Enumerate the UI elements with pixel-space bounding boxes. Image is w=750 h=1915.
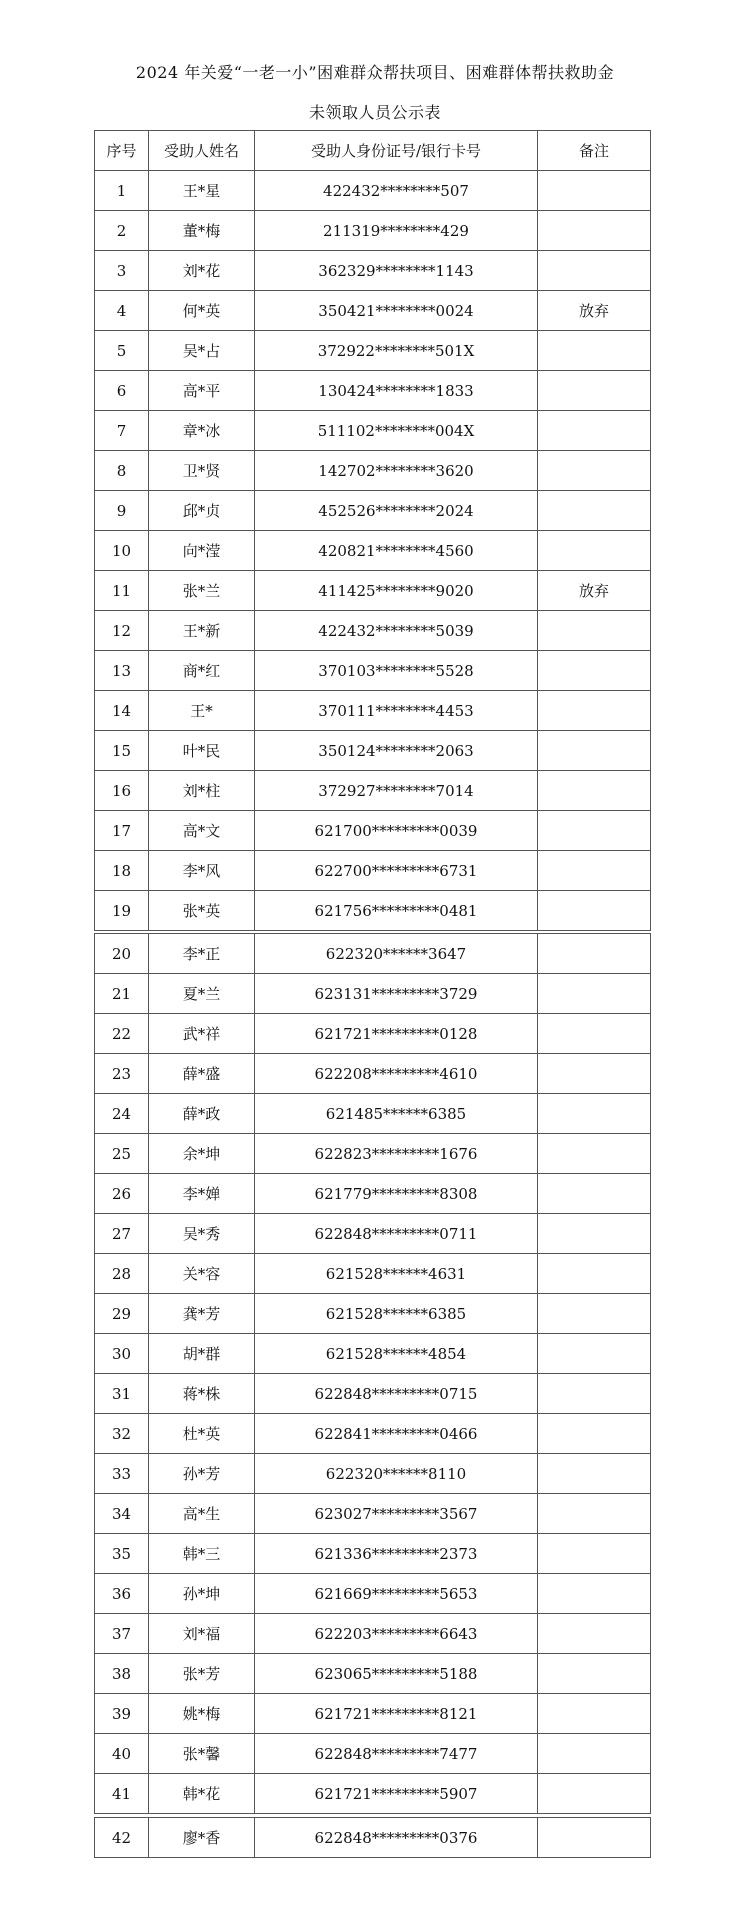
cell-id-number: 623131*********3729 [255,974,538,1014]
cell-id-number: 511102********004X [255,411,538,451]
cell-remarks [538,611,651,651]
cell-recipient-name: 张*馨 [149,1734,255,1774]
cell-remarks [538,851,651,891]
table-row [95,1534,651,1574]
cell-serial-no: 33 [95,1454,149,1494]
cell-remarks [538,1294,651,1334]
cell-id-number: 370103********5528 [255,651,538,691]
cell-serial-no: 16 [95,771,149,811]
cell-recipient-name: 夏*兰 [149,974,255,1014]
table-row [95,1818,651,1858]
cell-serial-no: 4 [95,291,149,331]
table-row [95,1694,651,1734]
table-row [95,171,651,211]
cell-recipient-name: 张*芳 [149,1654,255,1694]
cell-remarks: 放弃 [538,571,651,611]
cell-remarks [538,211,651,251]
cell-id-number: 623065*********5188 [255,1654,538,1694]
table-row [95,1094,651,1134]
cell-serial-no: 17 [95,811,149,851]
cell-id-number: 142702********3620 [255,451,538,491]
header-recipient-name: 受助人姓名 [149,131,255,171]
cell-id-number: 621336*********2373 [255,1534,538,1574]
table-row [95,331,651,371]
table-row [95,211,651,251]
table-row [95,974,651,1014]
cell-recipient-name: 吴*占 [149,331,255,371]
cell-id-number: 372927********7014 [255,771,538,811]
cell-serial-no: 7 [95,411,149,451]
cell-recipient-name: 孙*坤 [149,1574,255,1614]
table-row [95,1334,651,1374]
table-row [95,611,651,651]
cell-id-number: 622700*********6731 [255,851,538,891]
cell-remarks [538,1054,651,1094]
cell-remarks [538,1174,651,1214]
cell-recipient-name: 高*平 [149,371,255,411]
table-row [95,1134,651,1174]
cell-id-number: 422432********5039 [255,611,538,651]
cell-serial-no: 30 [95,1334,149,1374]
cell-id-number: 452526********2024 [255,491,538,531]
cell-recipient-name: 孙*芳 [149,1454,255,1494]
table-row [95,1174,651,1214]
cell-serial-no: 23 [95,1054,149,1094]
cell-serial-no: 40 [95,1734,149,1774]
recipients-table-part-1 [94,130,651,931]
cell-id-number: 621485******6385 [255,1094,538,1134]
table-row [95,1654,651,1694]
cell-id-number: 622320******8110 [255,1454,538,1494]
cell-id-number: 350421********0024 [255,291,538,331]
cell-recipient-name: 杜*英 [149,1414,255,1454]
cell-recipient-name: 高*生 [149,1494,255,1534]
cell-serial-no: 6 [95,371,149,411]
recipients-table-part-2 [94,933,651,1814]
cell-id-number: 622203*********6643 [255,1614,538,1654]
table-row [95,1294,651,1334]
table-row [95,371,651,411]
cell-recipient-name: 王* [149,691,255,731]
cell-id-number: 411425********9020 [255,571,538,611]
cell-remarks [538,691,651,731]
header-id-card-number: 受助人身份证号/银行卡号 [255,131,538,171]
table-row [95,491,651,531]
table-row [95,1494,651,1534]
cell-recipient-name: 张*兰 [149,571,255,611]
table-row [95,1054,651,1094]
cell-remarks [538,1574,651,1614]
cell-serial-no: 8 [95,451,149,491]
cell-recipient-name: 李*风 [149,851,255,891]
header-serial-no: 序号 [95,131,149,171]
cell-serial-no: 12 [95,611,149,651]
cell-serial-no: 37 [95,1614,149,1654]
cell-serial-no: 26 [95,1174,149,1214]
cell-id-number: 622848*********0715 [255,1374,538,1414]
table-row [95,291,651,331]
cell-serial-no: 21 [95,974,149,1014]
table-row [95,1214,651,1254]
cell-id-number: 621669*********5653 [255,1574,538,1614]
cell-id-number: 623027*********3567 [255,1494,538,1534]
page-title: 2024 年关爱“一老一小”困难群众帮扶项目、困难群体帮扶救助金 [135,63,615,82]
cell-remarks [538,411,651,451]
table-row [95,451,651,491]
cell-recipient-name: 王*新 [149,611,255,651]
table-row [95,1414,651,1454]
table-header-row [95,131,651,171]
cell-remarks [538,1094,651,1134]
cell-recipient-name: 武*祥 [149,1014,255,1054]
cell-remarks [538,531,651,571]
cell-id-number: 621528******6385 [255,1294,538,1334]
cell-serial-no: 15 [95,731,149,771]
cell-recipient-name: 关*容 [149,1254,255,1294]
cell-recipient-name: 龚*芳 [149,1294,255,1334]
cell-serial-no: 28 [95,1254,149,1294]
cell-remarks [538,1254,651,1294]
cell-remarks [538,1774,651,1814]
cell-remarks [538,1134,651,1174]
table-row [95,1734,651,1774]
cell-recipient-name: 邱*贞 [149,491,255,531]
cell-id-number: 622848*********0376 [255,1818,538,1858]
cell-recipient-name: 廖*香 [149,1818,255,1858]
cell-serial-no: 42 [95,1818,149,1858]
cell-remarks: 放弃 [538,291,651,331]
cell-serial-no: 34 [95,1494,149,1534]
table-row [95,851,651,891]
cell-remarks [538,1414,651,1454]
cell-remarks [538,811,651,851]
cell-id-number: 621721*********5907 [255,1774,538,1814]
cell-id-number: 621528******4631 [255,1254,538,1294]
cell-recipient-name: 李*正 [149,934,255,974]
table-row [95,571,651,611]
cell-remarks [538,171,651,211]
cell-remarks [538,731,651,771]
cell-recipient-name: 胡*群 [149,1334,255,1374]
cell-id-number: 622208*********4610 [255,1054,538,1094]
cell-serial-no: 25 [95,1134,149,1174]
cell-recipient-name: 王*星 [149,171,255,211]
cell-serial-no: 35 [95,1534,149,1574]
header-remarks: 备注 [538,131,651,171]
cell-recipient-name: 高*文 [149,811,255,851]
cell-remarks [538,1534,651,1574]
cell-id-number: 130424********1833 [255,371,538,411]
cell-id-number: 370111********4453 [255,691,538,731]
cell-remarks [538,1694,651,1734]
cell-serial-no: 10 [95,531,149,571]
cell-recipient-name: 薛*盛 [149,1054,255,1094]
table-row [95,811,651,851]
cell-serial-no: 27 [95,1214,149,1254]
cell-recipient-name: 余*坤 [149,1134,255,1174]
cell-id-number: 621700*********0039 [255,811,538,851]
cell-remarks [538,1454,651,1494]
cell-id-number: 350124********2063 [255,731,538,771]
cell-recipient-name: 韩*花 [149,1774,255,1814]
cell-remarks [538,1818,651,1858]
table-row [95,411,651,451]
cell-id-number: 622841*********0466 [255,1414,538,1454]
table-row [95,891,651,931]
cell-serial-no: 9 [95,491,149,531]
cell-serial-no: 38 [95,1654,149,1694]
cell-remarks [538,1214,651,1254]
cell-id-number: 622823*********1676 [255,1134,538,1174]
cell-remarks [538,371,651,411]
cell-serial-no: 39 [95,1694,149,1734]
cell-id-number: 621528******4854 [255,1334,538,1374]
cell-recipient-name: 卫*贤 [149,451,255,491]
cell-serial-no: 36 [95,1574,149,1614]
table-row [95,691,651,731]
cell-recipient-name: 李*婵 [149,1174,255,1214]
cell-recipient-name: 刘*柱 [149,771,255,811]
cell-serial-no: 31 [95,1374,149,1414]
cell-id-number: 420821********4560 [255,531,538,571]
cell-recipient-name: 何*英 [149,291,255,331]
cell-id-number: 622848*********7477 [255,1734,538,1774]
table-row [95,934,651,974]
cell-recipient-name: 蒋*株 [149,1374,255,1414]
cell-recipient-name: 叶*民 [149,731,255,771]
cell-remarks [538,1334,651,1374]
cell-id-number: 621721*********8121 [255,1694,538,1734]
cell-recipient-name: 刘*花 [149,251,255,291]
cell-remarks [538,974,651,1014]
cell-recipient-name: 章*冰 [149,411,255,451]
cell-remarks [538,1374,651,1414]
cell-id-number: 622848*********0711 [255,1214,538,1254]
table-row [95,1774,651,1814]
cell-recipient-name: 董*梅 [149,211,255,251]
cell-id-number: 362329********1143 [255,251,538,291]
cell-serial-no: 22 [95,1014,149,1054]
cell-serial-no: 13 [95,651,149,691]
cell-serial-no: 24 [95,1094,149,1134]
cell-remarks [538,1734,651,1774]
table-row [95,1374,651,1414]
table-row [95,1454,651,1494]
cell-id-number: 621721*********0128 [255,1014,538,1054]
table-row [95,1254,651,1294]
recipients-table-part-3 [94,1817,651,1858]
cell-recipient-name: 刘*福 [149,1614,255,1654]
cell-serial-no: 3 [95,251,149,291]
cell-remarks [538,251,651,291]
table-row [95,531,651,571]
cell-remarks [538,491,651,531]
cell-serial-no: 5 [95,331,149,371]
cell-serial-no: 29 [95,1294,149,1334]
cell-recipient-name: 吴*秀 [149,1214,255,1254]
cell-remarks [538,1494,651,1534]
table-row [95,771,651,811]
cell-serial-no: 20 [95,934,149,974]
table-row [95,1014,651,1054]
table-row [95,1614,651,1654]
cell-remarks [538,891,651,931]
cell-serial-no: 14 [95,691,149,731]
cell-recipient-name: 张*英 [149,891,255,931]
cell-recipient-name: 向*滢 [149,531,255,571]
page-subtitle: 未领取人员公示表 [308,103,441,122]
cell-serial-no: 19 [95,891,149,931]
cell-recipient-name: 韩*三 [149,1534,255,1574]
cell-id-number: 422432********507 [255,171,538,211]
cell-remarks [538,934,651,974]
cell-id-number: 621756*********0481 [255,891,538,931]
cell-recipient-name: 商*红 [149,651,255,691]
cell-id-number: 211319********429 [255,211,538,251]
cell-remarks [538,1614,651,1654]
cell-remarks [538,651,651,691]
cell-serial-no: 32 [95,1414,149,1454]
cell-serial-no: 41 [95,1774,149,1814]
cell-serial-no: 11 [95,571,149,611]
table-row [95,251,651,291]
cell-remarks [538,1654,651,1694]
cell-recipient-name: 姚*梅 [149,1694,255,1734]
table-row [95,1574,651,1614]
cell-remarks [538,451,651,491]
cell-remarks [538,771,651,811]
cell-serial-no: 2 [95,211,149,251]
cell-id-number: 622320******3647 [255,934,538,974]
cell-serial-no: 18 [95,851,149,891]
cell-id-number: 621779*********8308 [255,1174,538,1214]
table-row [95,731,651,771]
cell-remarks [538,1014,651,1054]
cell-recipient-name: 薛*政 [149,1094,255,1134]
cell-remarks [538,331,651,371]
table-row [95,651,651,691]
cell-id-number: 372922********501X [255,331,538,371]
cell-serial-no: 1 [95,171,149,211]
